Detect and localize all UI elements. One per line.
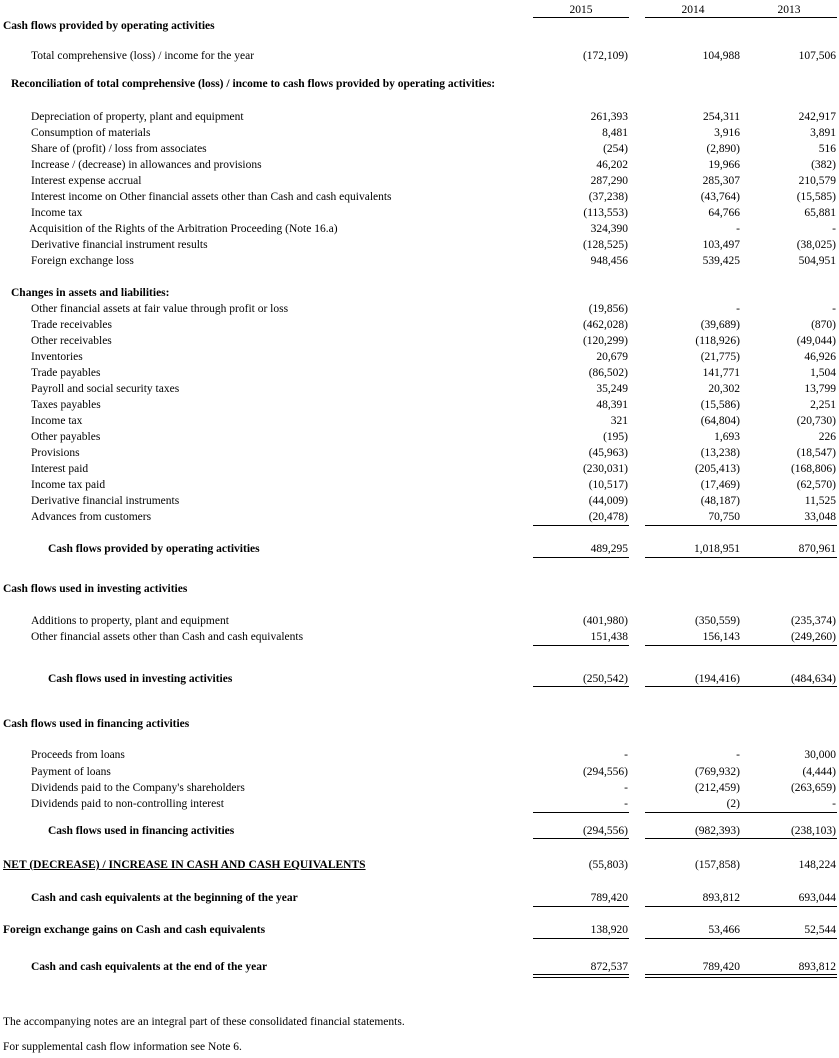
value-2015: 489,295 xyxy=(590,543,628,555)
statement-row xyxy=(0,18,839,34)
value-2014: (118,926) xyxy=(695,335,740,347)
value-2013: (235,374) xyxy=(790,615,836,627)
value-2015: (294,556) xyxy=(582,766,628,778)
value-2013: (20,730) xyxy=(796,415,836,427)
row-label: Cash flows provided by operating activities xyxy=(3,20,215,32)
statement-row xyxy=(0,477,839,493)
statement-row xyxy=(0,857,839,873)
statement-row xyxy=(0,461,839,477)
value-2013: (484,634) xyxy=(790,673,836,685)
value-2013: 226 xyxy=(818,431,836,443)
value-2015: 872,537 xyxy=(590,961,628,973)
value-2015: 46,202 xyxy=(596,159,628,171)
statement-row xyxy=(0,381,839,397)
row-label: Advances from customers xyxy=(31,511,152,523)
value-2014: 19,966 xyxy=(708,159,740,171)
statement-row xyxy=(0,780,839,796)
value-2015: 35,249 xyxy=(596,383,628,395)
value-2015: 20,679 xyxy=(596,351,628,363)
value-2014: (15,586) xyxy=(700,399,740,411)
value-2014: 53,466 xyxy=(708,924,740,936)
statement-row xyxy=(0,349,839,365)
row-label: Cash flows used in financing activities xyxy=(48,825,235,837)
value-2015: (120,299) xyxy=(582,335,628,347)
value-2013: - xyxy=(832,303,836,315)
value-2013: (238,103) xyxy=(790,825,836,837)
row-label: Inventories xyxy=(31,351,83,363)
row-label: Income tax xyxy=(31,207,83,219)
value-2013: (18,547) xyxy=(796,447,836,459)
row-label: Reconciliation of total comprehensive (loss) / income to cash flows provided by operating activities: xyxy=(11,78,496,90)
value-2015: (250,542) xyxy=(582,673,628,685)
row-label: Dividends paid to the Company's shareholders xyxy=(31,782,245,794)
value-2015: 287,290 xyxy=(590,175,628,187)
value-2015: 151,438 xyxy=(590,631,628,643)
value-2014: (17,469) xyxy=(700,479,740,491)
value-2013: 516 xyxy=(818,143,836,155)
value-2015: 48,391 xyxy=(596,399,628,411)
row-label: Income tax xyxy=(31,415,83,427)
value-2013: 893,812 xyxy=(798,961,836,973)
value-2015: 138,920 xyxy=(590,924,628,936)
statement-row xyxy=(0,48,839,64)
value-2014: (48,187) xyxy=(700,495,740,507)
footnote-integral: The accompanying notes are an integral part of these consolidated financial statements. xyxy=(3,1016,405,1028)
row-label: Cash and cash equivalents at the beginning of the year xyxy=(31,892,298,904)
statement-row xyxy=(0,429,839,445)
value-2015: (254) xyxy=(603,143,628,155)
value-2015: (19,856) xyxy=(588,303,628,315)
value-2013: 210,579 xyxy=(798,175,836,187)
value-2014: - xyxy=(736,303,740,315)
row-label: Cash flows used in investing activities xyxy=(3,583,188,595)
statement-row xyxy=(0,397,839,413)
value-2014: 70,750 xyxy=(708,511,740,523)
row-label: Payroll and social security taxes xyxy=(31,383,180,395)
value-2014: 104,988 xyxy=(702,50,740,62)
row-label: Cash and cash equivalents at the end of the year xyxy=(31,961,268,973)
statement-row xyxy=(0,141,839,157)
value-2015: 948,456 xyxy=(590,255,628,267)
statement-row xyxy=(0,823,839,839)
statement-row xyxy=(0,671,839,687)
row-label: Trade receivables xyxy=(31,319,112,331)
value-2013: (4,444) xyxy=(802,766,836,778)
value-2015: 321 xyxy=(610,415,628,427)
row-label: Total comprehensive (loss) / income for the year xyxy=(31,50,255,62)
value-2013: 870,961 xyxy=(798,543,836,555)
value-2013: 11,525 xyxy=(804,495,836,507)
value-2013: (263,659) xyxy=(790,782,836,794)
row-label: Income tax paid xyxy=(31,479,106,491)
value-2015: (55,803) xyxy=(588,859,628,871)
value-2014: 285,307 xyxy=(702,175,740,187)
value-2014: 103,497 xyxy=(702,239,740,251)
value-2013: (870) xyxy=(811,319,836,331)
value-2015: (45,963) xyxy=(588,447,628,459)
value-2015: 8,481 xyxy=(602,127,628,139)
value-2013: - xyxy=(832,223,836,235)
statement-row xyxy=(0,922,839,938)
value-2015: (294,556) xyxy=(582,825,628,837)
statement-row xyxy=(0,285,839,301)
value-2013: (15,585) xyxy=(796,191,836,203)
row-label: Foreign exchange gains on Cash and cash equivalents xyxy=(3,924,266,936)
value-2014: - xyxy=(736,749,740,761)
row-label: Derivative financial instruments xyxy=(31,495,180,507)
value-2013: (49,044) xyxy=(796,335,836,347)
statement-row xyxy=(0,301,839,317)
statement-row xyxy=(0,317,839,333)
row-label: Depreciation of property, plant and equipment xyxy=(31,111,244,123)
statement-row xyxy=(0,221,839,237)
row-label: Acquisition of the Rights of the Arbitration Proceeding (Note 16.a) xyxy=(29,223,338,235)
statement-row xyxy=(0,493,839,509)
statement-row xyxy=(0,76,839,92)
statement-row xyxy=(0,716,839,732)
value-2014: 20,302 xyxy=(708,383,740,395)
row-label: Interest expense accrual xyxy=(31,175,142,187)
value-2013: 30,000 xyxy=(804,749,836,761)
statement-row xyxy=(0,541,839,557)
row-label: Foreign exchange loss xyxy=(31,255,134,267)
value-2013: (168,806) xyxy=(790,463,836,475)
value-2015: - xyxy=(624,782,628,794)
row-label: Consumption of materials xyxy=(31,127,151,139)
year-header-2013: 2013 xyxy=(741,4,837,18)
value-2015: (44,009) xyxy=(588,495,628,507)
statement-row xyxy=(0,173,839,189)
row-label: Other receivables xyxy=(31,335,112,347)
row-label: Interest paid xyxy=(31,463,89,475)
statement-row xyxy=(0,253,839,269)
row-label: Share of (profit) / loss from associates xyxy=(31,143,207,155)
year-header-2015: 2015 xyxy=(533,4,629,18)
row-label: Dividends paid to non-controlling interest xyxy=(31,798,224,810)
statement-row xyxy=(0,189,839,205)
value-2015: 789,420 xyxy=(590,892,628,904)
footnote-supplemental: For supplemental cash flow information see Note 6. xyxy=(3,1041,242,1053)
row-label: Taxes payables xyxy=(31,399,101,411)
row-label: Interest income on Other financial assets other than Cash and cash equivalents xyxy=(31,191,392,203)
value-2014: 141,771 xyxy=(702,367,740,379)
value-2013: 2,251 xyxy=(810,399,836,411)
value-2013: 3,891 xyxy=(810,127,836,139)
value-2013: 46,926 xyxy=(804,351,836,363)
statement-row xyxy=(0,365,839,381)
value-2013: 148,224 xyxy=(798,859,836,871)
statement-row xyxy=(0,613,839,629)
statement-row xyxy=(0,109,839,125)
value-2014: (194,416) xyxy=(694,673,740,685)
row-label: Additions to property, plant and equipment xyxy=(31,615,229,627)
value-2013: - xyxy=(832,798,836,810)
statement-row xyxy=(0,747,839,763)
value-2013: (62,570) xyxy=(796,479,836,491)
value-2014: (982,393) xyxy=(694,825,740,837)
value-2015: (37,238) xyxy=(588,191,628,203)
value-2014: 789,420 xyxy=(702,961,740,973)
row-label: Payment of loans xyxy=(31,766,111,778)
value-2013: 242,917 xyxy=(798,111,836,123)
statement-row xyxy=(0,125,839,141)
value-2013: (382) xyxy=(811,159,836,171)
value-2013: (249,260) xyxy=(790,631,836,643)
value-2014: (157,858) xyxy=(694,859,740,871)
statement-row xyxy=(0,581,839,597)
value-2014: (39,689) xyxy=(700,319,740,331)
value-2015: 324,390 xyxy=(590,223,628,235)
value-2014: (43,764) xyxy=(700,191,740,203)
value-2015: (128,525) xyxy=(582,239,628,251)
year-header-2014: 2014 xyxy=(645,4,741,18)
value-2014: (21,775) xyxy=(700,351,740,363)
value-2015: (172,109) xyxy=(582,50,628,62)
row-label: Provisions xyxy=(31,447,80,459)
statement-row xyxy=(0,237,839,253)
value-2015: - xyxy=(624,749,628,761)
row-label: Cash flows provided by operating activities xyxy=(48,543,260,555)
value-2014: (769,932) xyxy=(694,766,740,778)
statement-row xyxy=(0,157,839,173)
statement-row xyxy=(0,333,839,349)
value-2013: 1,504 xyxy=(810,367,836,379)
row-label: Trade payables xyxy=(31,367,101,379)
row-label: Proceeds from loans xyxy=(31,749,125,761)
value-2014: 1,693 xyxy=(714,431,740,443)
value-2015: (195) xyxy=(603,431,628,443)
value-2014: (350,559) xyxy=(694,615,740,627)
value-2014: (212,459) xyxy=(694,782,740,794)
value-2014: 1,018,951 xyxy=(694,543,740,555)
value-2014: (2,890) xyxy=(706,143,740,155)
value-2014: (205,413) xyxy=(694,463,740,475)
value-2014: (64,804) xyxy=(700,415,740,427)
value-2015: (401,980) xyxy=(582,615,628,627)
row-label: Increase / (decrease) in allowances and provisions xyxy=(31,159,262,171)
value-2015: (230,031) xyxy=(582,463,628,475)
value-2015: (113,553) xyxy=(583,207,628,219)
value-2015: 261,393 xyxy=(590,111,628,123)
value-2015: - xyxy=(624,798,628,810)
statement-row xyxy=(0,764,839,780)
value-2014: 64,766 xyxy=(708,207,740,219)
value-2013: 107,506 xyxy=(798,50,836,62)
statement-row xyxy=(0,509,839,525)
value-2015: (10,517) xyxy=(588,479,628,491)
row-label: Other financial assets at fair value through profit or loss xyxy=(31,303,289,315)
value-2014: - xyxy=(736,223,740,235)
row-label: Other payables xyxy=(31,431,101,443)
value-2014: 539,425 xyxy=(702,255,740,267)
value-2013: 65,881 xyxy=(804,207,836,219)
row-label: NET (DECREASE) / INCREASE IN CASH AND CASH EQUIVALENTS xyxy=(3,859,366,871)
value-2013: (38,025) xyxy=(796,239,836,251)
row-label: Other financial assets other than Cash and cash equivalents xyxy=(31,631,304,643)
value-2013: 33,048 xyxy=(804,511,836,523)
value-2014: 254,311 xyxy=(703,111,740,123)
statement-row xyxy=(0,629,839,645)
value-2014: 893,812 xyxy=(702,892,740,904)
value-2015: (462,028) xyxy=(582,319,628,331)
row-label: Derivative financial instrument results xyxy=(31,239,208,251)
statement-row xyxy=(0,959,839,975)
value-2015: (86,502) xyxy=(588,367,628,379)
value-2013: 504,951 xyxy=(798,255,836,267)
row-label: Changes in assets and liabilities: xyxy=(11,287,170,299)
value-2014: 156,143 xyxy=(702,631,740,643)
value-2014: (2) xyxy=(726,798,740,810)
statement-row xyxy=(0,890,839,906)
row-label: Cash flows used in investing activities xyxy=(48,673,233,685)
value-2014: 3,916 xyxy=(714,127,740,139)
statement-row xyxy=(0,413,839,429)
statement-row xyxy=(0,445,839,461)
value-2013: 52,544 xyxy=(804,924,836,936)
row-label: Cash flows used in financing activities xyxy=(3,718,190,730)
value-2014: (13,238) xyxy=(700,447,740,459)
value-2015: (20,478) xyxy=(588,511,628,523)
value-2013: 693,044 xyxy=(798,892,836,904)
statement-row xyxy=(0,796,839,812)
value-2013: 13,799 xyxy=(804,383,836,395)
statement-row xyxy=(0,205,839,221)
